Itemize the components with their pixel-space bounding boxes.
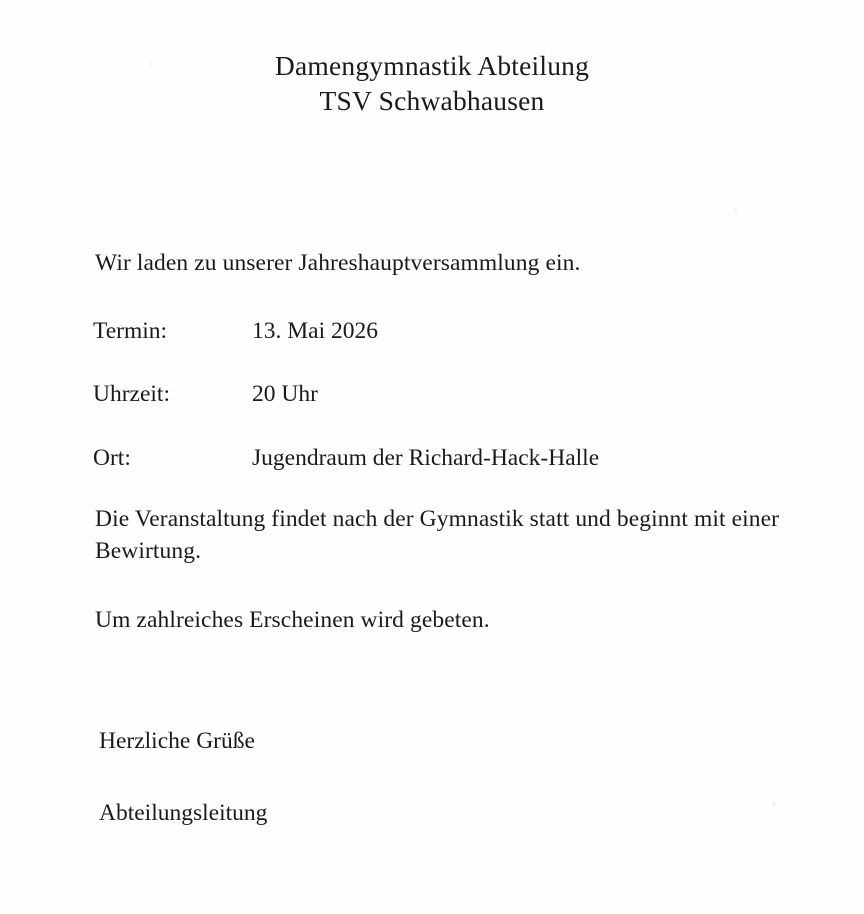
letterhead — [0, 48, 864, 118]
invitation-intro: Wir laden zu unserer Jahreshauptversammlung ein. — [95, 250, 581, 276]
detail-value-date: 13. Mai 2026 — [252, 318, 378, 344]
detail-label-time: Uhrzeit: — [93, 381, 170, 407]
organization-name: Damengymnastik Abteilung — [274, 50, 590, 81]
detail-label-location: Ort: — [93, 445, 131, 471]
detail-value-time: 20 Uhr — [252, 381, 318, 407]
attendance-request: Um zahlreiches Erscheinen wird gebeten. — [95, 607, 490, 633]
letter-closing — [99, 726, 599, 828]
detail-row — [93, 443, 793, 473]
detail-row — [93, 379, 793, 409]
signature-block: Abteilungsleitung — [99, 800, 268, 826]
event-notice: Die Veranstaltung findet nach der Gymnastik statt und beginnt mit einer Bewirtung. — [95, 506, 780, 564]
letter-body — [93, 248, 793, 635]
closing-greeting: Herzliche Grüße — [99, 728, 255, 754]
club-name: TSV Schwabhausen — [319, 85, 545, 116]
detail-label-date: Termin: — [93, 318, 168, 344]
scan-artifact-speck — [734, 208, 737, 214]
detail-value-location: Jugendraum der Richard-Hack-Halle — [252, 445, 600, 471]
scan-artifact-speck — [772, 802, 776, 807]
detail-row — [93, 316, 793, 346]
